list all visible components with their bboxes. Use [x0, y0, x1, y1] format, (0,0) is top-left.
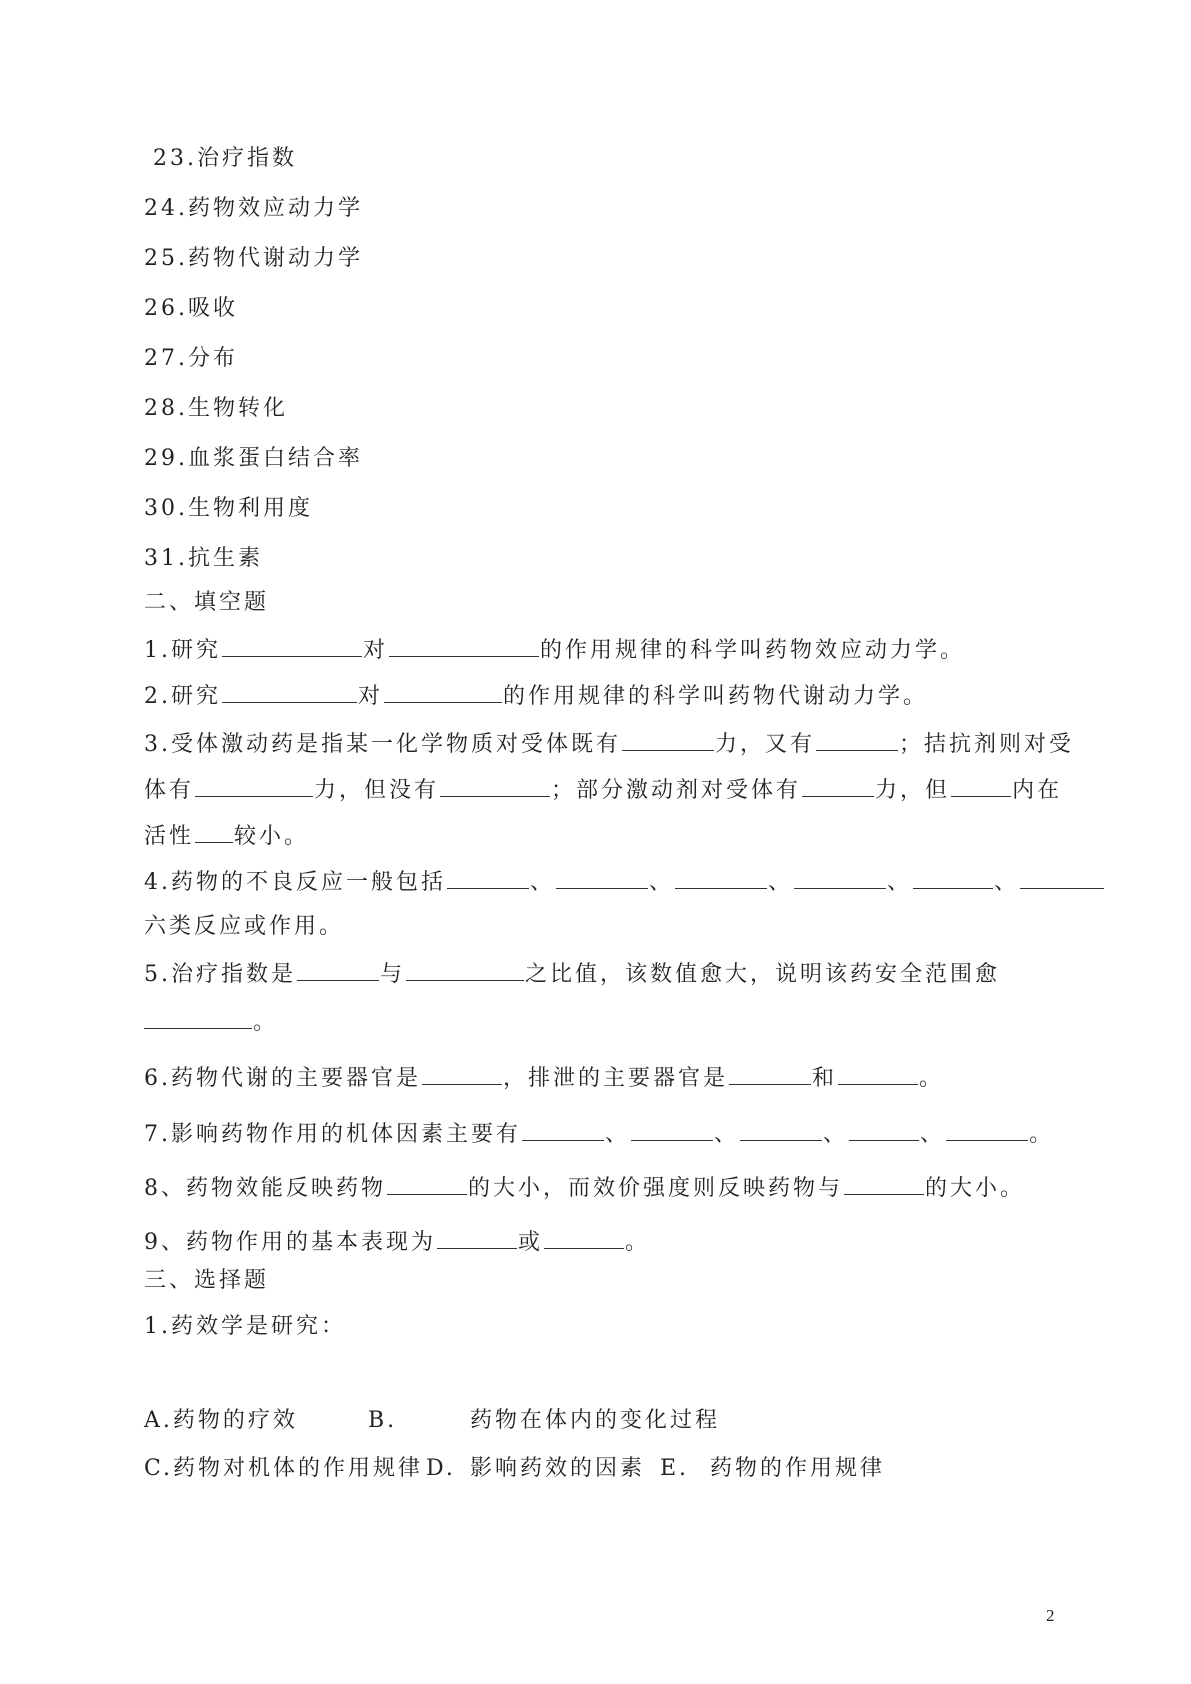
q4-sep: 、: [768, 870, 794, 895]
q6-text: 和: [812, 1066, 838, 1091]
q5-text: 与: [380, 962, 406, 987]
blank[interactable]: [389, 634, 539, 657]
q7-sep: 、: [920, 1122, 946, 1147]
option-c[interactable]: C.药物对机体的作用规律: [144, 1456, 424, 1481]
q3-text: ；拮抗剂则对受: [899, 732, 1075, 757]
term-23: 23.治疗指数: [153, 146, 297, 171]
blank[interactable]: [631, 1118, 713, 1141]
q5-end: 。: [253, 1010, 279, 1035]
term-26: 26.吸收: [144, 296, 238, 321]
q3-text: ；部分激动剂对受体有: [551, 778, 802, 803]
fill-question-8: [144, 1172, 1025, 1204]
fill-question-5-line-2: [144, 1006, 278, 1038]
blank[interactable]: [440, 774, 550, 797]
q4-sep: 、: [887, 870, 913, 895]
blank[interactable]: [951, 774, 1011, 797]
blank[interactable]: [222, 680, 357, 703]
q9-text: 9、药物作用的基本表现为: [144, 1230, 436, 1255]
blank[interactable]: [522, 1118, 604, 1141]
q7-sep: 、: [823, 1122, 849, 1147]
blank[interactable]: [802, 774, 874, 797]
q8-text: 的大小，而效价强度则反映药物与: [468, 1176, 844, 1201]
blank[interactable]: [406, 958, 524, 981]
q3-text: 内在: [1012, 778, 1063, 803]
blank[interactable]: [622, 728, 714, 751]
q7-sep: 、: [605, 1122, 631, 1147]
blank[interactable]: [794, 866, 886, 889]
blank[interactable]: [144, 1006, 252, 1029]
fill-question-3-line-2: [144, 774, 1062, 806]
q4-text: 4.药物的不良反应一般包括: [144, 870, 446, 895]
q3-text: 体有: [144, 778, 195, 803]
blank[interactable]: [675, 866, 767, 889]
q1-text-c: 的作用规律的科学叫药物效应动力学。: [540, 638, 966, 663]
blank[interactable]: [195, 820, 233, 843]
page-number: 2: [1046, 1606, 1055, 1625]
blank[interactable]: [384, 680, 502, 703]
blank[interactable]: [849, 1118, 919, 1141]
blank[interactable]: [838, 1062, 918, 1085]
term-24: 24.药物效应动力学: [144, 196, 363, 221]
q8-text: 8、药物效能反映药物: [144, 1176, 386, 1201]
q5-text: 之比值，该数值愈大，说明该药安全范围愈: [525, 962, 1001, 987]
blank[interactable]: [729, 1062, 811, 1085]
blank[interactable]: [195, 774, 313, 797]
q2-text-c: 的作用规律的科学叫药物代谢动力学。: [503, 684, 929, 709]
blank[interactable]: [913, 866, 993, 889]
option-b[interactable]: 药物在体内的变化过程: [470, 1408, 721, 1433]
term-27: 27.分布: [144, 346, 238, 371]
q6-text: 6.药物代谢的主要器官是: [144, 1066, 421, 1091]
q9-text: 或: [518, 1230, 544, 1255]
term-31: 31.抗生素: [144, 546, 263, 571]
blank[interactable]: [844, 1172, 924, 1195]
blank[interactable]: [816, 728, 898, 751]
fill-question-1: [144, 634, 965, 666]
q2-text-b: 对: [358, 684, 384, 709]
q1-text-a: 1.研究: [144, 638, 221, 663]
q3-text: 力，但没有: [314, 778, 440, 803]
section-heading-fill: 二、填空题: [144, 590, 270, 615]
q4-sep: 、: [530, 870, 556, 895]
q2-text-a: 2.研究: [144, 684, 221, 709]
choice-question-1: 1.药效学是研究：: [144, 1314, 346, 1339]
q3-text: 3.受体激动药是指某一化学物质对受体既有: [144, 732, 621, 757]
blank[interactable]: [422, 1062, 502, 1085]
q7-text: 7.影响药物作用的机体因素主要有: [144, 1122, 521, 1147]
option-b-label[interactable]: B.: [368, 1408, 398, 1433]
blank[interactable]: [544, 1226, 624, 1249]
q3-text: 较小。: [234, 824, 310, 849]
fill-question-3-line-1: [144, 728, 1074, 760]
q3-text: 活性: [144, 824, 195, 849]
blank[interactable]: [556, 866, 648, 889]
q3-text: 力，又有: [715, 732, 816, 757]
term-25: 25.药物代谢动力学: [144, 246, 363, 271]
fill-question-6: [144, 1062, 944, 1094]
fill-question-7: [144, 1118, 1054, 1150]
q9-text: 。: [625, 1230, 651, 1255]
q6-text: ，排泄的主要器官是: [503, 1066, 729, 1091]
term-28: 28.生物转化: [144, 396, 288, 421]
option-e[interactable]: 药物的作用规律: [710, 1456, 886, 1481]
q3-text: 力，但: [875, 778, 951, 803]
fill-question-4-line-1: [144, 866, 1105, 898]
blank[interactable]: [1020, 866, 1104, 889]
term-29: 29.血浆蛋白结合率: [144, 446, 363, 471]
q8-text: 的大小。: [925, 1176, 1026, 1201]
blank[interactable]: [437, 1226, 517, 1249]
q1-text-b: 对: [363, 638, 389, 663]
section-heading-choice: 三、选择题: [144, 1268, 270, 1293]
fill-question-4-line-2: 六类反应或作用。: [144, 914, 345, 939]
option-e-label[interactable]: E.: [660, 1456, 690, 1481]
q5-text: 5.治疗指数是: [144, 962, 296, 987]
q7-sep: 、: [714, 1122, 740, 1147]
fill-question-9: [144, 1226, 650, 1258]
blank[interactable]: [740, 1118, 822, 1141]
blank[interactable]: [946, 1118, 1028, 1141]
blank[interactable]: [447, 866, 529, 889]
option-d[interactable]: 影响药效的因素: [470, 1456, 646, 1481]
q4-sep: 、: [649, 870, 675, 895]
fill-question-3-line-3: [144, 820, 309, 852]
fill-question-2: [144, 680, 928, 712]
option-d-label[interactable]: D.: [426, 1456, 456, 1481]
blank[interactable]: [222, 634, 362, 657]
blank[interactable]: [297, 958, 379, 981]
q4-sep: 、: [994, 870, 1020, 895]
option-a[interactable]: A.药物的疗效: [144, 1408, 298, 1433]
blank[interactable]: [387, 1172, 467, 1195]
q7-end: 。: [1029, 1122, 1055, 1147]
term-30: 30.生物利用度: [144, 496, 313, 521]
fill-question-5-line-1: [144, 958, 1000, 990]
q6-text: 。: [919, 1066, 945, 1091]
